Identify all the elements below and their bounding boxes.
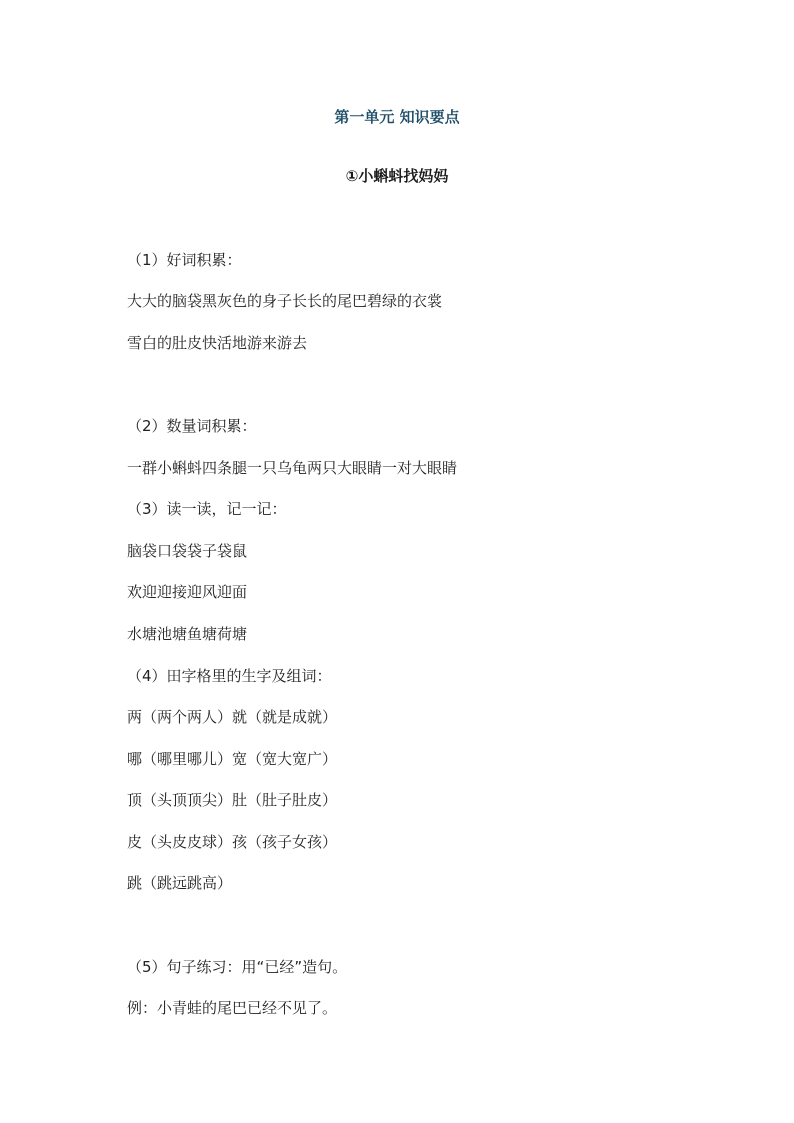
section-heading-characters: （4）田字格里的生字及组词： xyxy=(127,667,332,685)
section-heading-good-words: （1）好词积累： xyxy=(127,251,242,269)
text-line: 大大的脑袋黑灰色的身子长长的尾巴碧绿的衣裳 xyxy=(127,292,443,310)
text-line: 欢迎迎接迎风迎面 xyxy=(127,583,248,601)
text-line: 跳（跳远跳高） xyxy=(127,874,233,892)
text-line: 雪白的肚皮快活地游来游去 xyxy=(127,334,308,352)
lesson-title: ①小蝌蚪找妈妈 xyxy=(345,167,449,185)
text-line: 哪（哪里哪儿）宽（宽大宽广） xyxy=(127,750,338,768)
text-line: 水塘池塘鱼塘荷塘 xyxy=(127,625,248,643)
page-title: 第一单元 知识要点 xyxy=(334,108,460,126)
text-line: 顶（头顶顶尖）肚（肚子肚皮） xyxy=(127,791,338,809)
text-line: 例：小青蛙的尾巴已经不见了。 xyxy=(127,999,338,1017)
text-line: 皮（头皮皮球）孩（孩子女孩） xyxy=(127,833,338,851)
section-heading-quantifiers: （2）数量词积累： xyxy=(127,417,257,435)
section-heading-read-remember: （3）读一读，记一记： xyxy=(127,500,287,518)
section-heading-sentence-practice: （5）句子练习：用“已经”造句。 xyxy=(127,958,348,976)
text-line: 脑袋口袋袋子袋鼠 xyxy=(127,542,248,560)
text-line: 一群小蝌蚪四条腿一只乌龟两只大眼睛一对大眼睛 xyxy=(127,459,458,477)
text-line: 两（两个两人）就（就是成就） xyxy=(127,708,338,726)
